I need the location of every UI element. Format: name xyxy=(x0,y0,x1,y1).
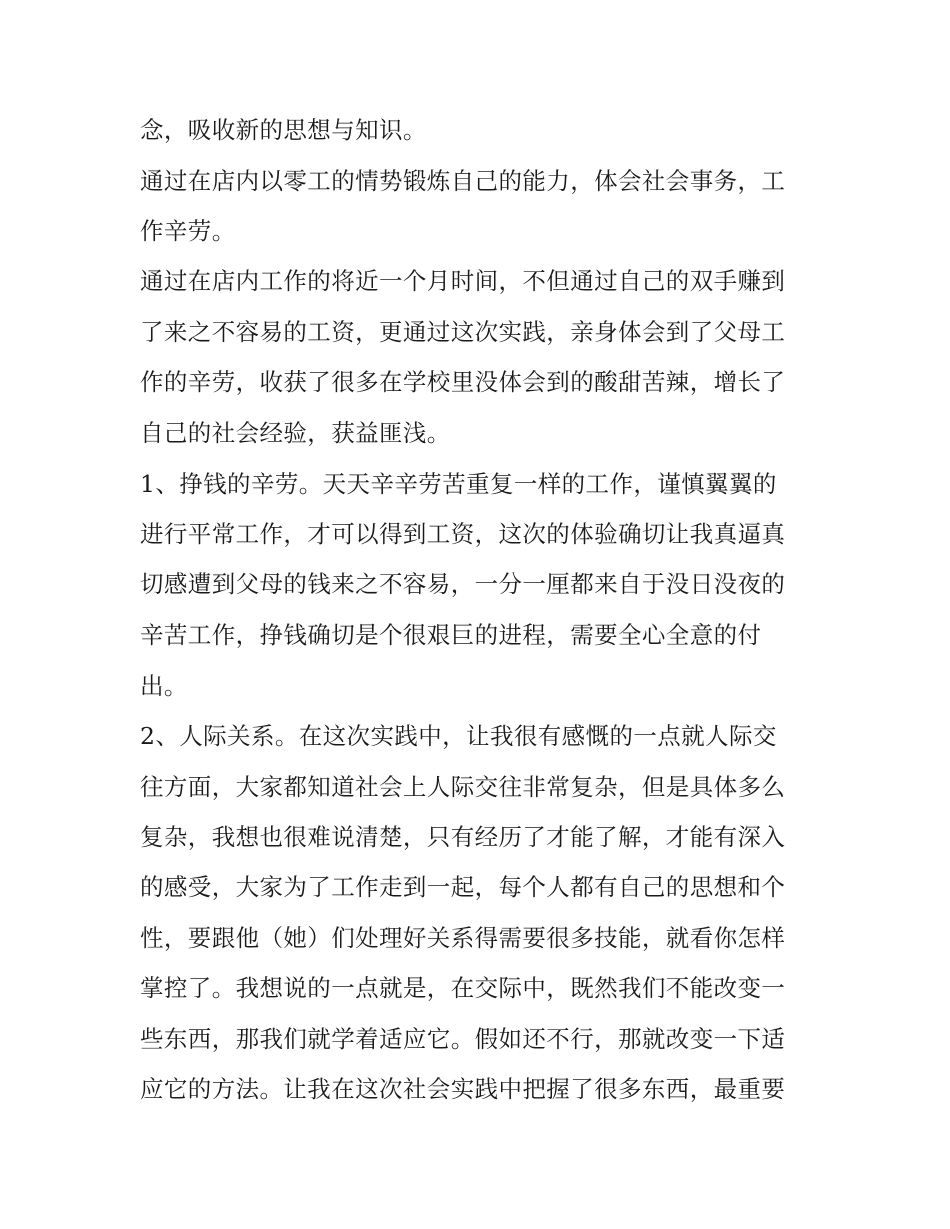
text-line: 的感受，大家为了工作走到一起，每个人都有自己的思想和个 xyxy=(140,873,786,901)
text-line: 作的辛劳，收获了很多在学校里没体会到的酸甜苦辣，增长了 xyxy=(140,368,786,396)
text-line: 自己的社会经验，获益匪浅。 xyxy=(140,419,451,447)
text-line: 进行平常工作，才可以得到工资，这次的体验确切让我真逼真 xyxy=(140,520,786,548)
text-line: 往方面，大家都知道社会上人际交往非常复杂，但是具体多么 xyxy=(140,773,786,801)
text-line: 应它的方法。让我在这次社会实践中把握了很多东西，最重要 xyxy=(140,1075,786,1103)
text-line: 切感遭到父母的钱来之不容易，一分一厘都来自于没日没夜的 xyxy=(140,570,786,598)
text-line: 辛苦工作，挣钱确切是个很艰巨的进程，需要全心全意的付 xyxy=(140,621,762,649)
text-line: 出。 xyxy=(140,672,188,700)
text-line: 性，要跟他（她）们处理好关系得需要很多技能，就看你怎样 xyxy=(140,924,786,952)
text-line: 掌控了。我想说的一点就是，在交际中，既然我们不能改变一 xyxy=(140,974,786,1002)
text-line: 了来之不容易的工资，更通过这次实践，亲身体会到了父母工 xyxy=(140,318,786,346)
text-line: 通过在店内以零工的情势锻炼自己的能力，体会社会事务，工 xyxy=(140,167,786,195)
text-line: 复杂，我想也很难说清楚，只有经历了才能了解，才能有深入 xyxy=(140,823,786,851)
text-line: 通过在店内工作的将近一个月时间，不但通过自己的双手赚到 xyxy=(140,267,786,295)
text-line: 2、人际关系。在这次实践中，让我很有感慨的一点就人际交 xyxy=(140,722,777,750)
text-line: 1、挣钱的辛劳。天天辛辛劳苦重复一样的工作，谨慎翼翼的 xyxy=(140,470,777,498)
text-line: 些东西，那我们就学着适应它。假如还不行，那就改变一下适 xyxy=(140,1025,786,1053)
text-line: 作辛劳。 xyxy=(140,217,236,245)
text-line: 念，吸收新的思想与知识。 xyxy=(140,116,427,144)
